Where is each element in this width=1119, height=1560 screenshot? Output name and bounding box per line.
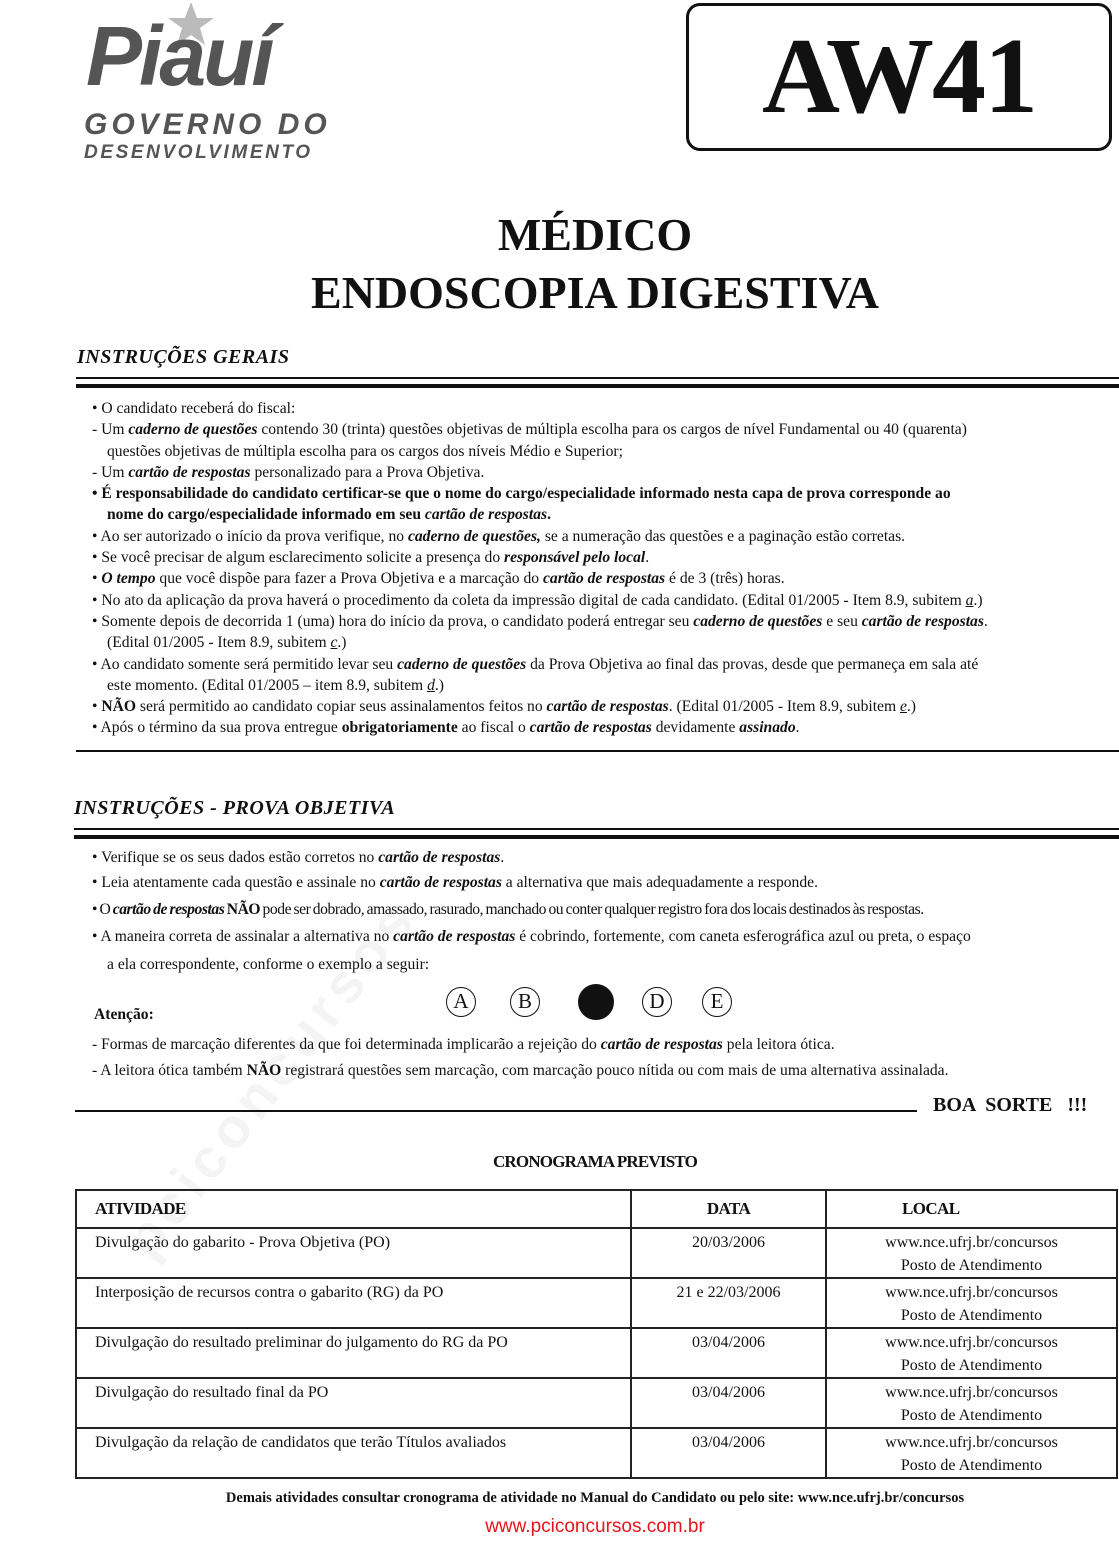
cell-activity <box>76 1328 631 1378</box>
cell-date <box>631 1278 826 1328</box>
local-office: Posto de Atendimento <box>900 1307 1043 1324</box>
general-instructions-heading: INSTRUÇÕES GERAIS <box>77 346 290 368</box>
instruction-line <box>92 717 1107 738</box>
text-run: cartão de respostas <box>378 849 501 866</box>
text-run: caderno de questões <box>693 612 823 630</box>
text-run: contendo 30 (trinta) questões objetivas de múltipla escolha para os cargos de nível Fundamental ou 40 (quarenta) <box>257 421 967 439</box>
text-run: • Ao candidato somente será permitido levar seu <box>92 655 398 673</box>
text-run: - A leitora ótica também <box>92 1062 247 1079</box>
instruction-line <box>92 568 1107 589</box>
text-run: - Um <box>92 463 129 481</box>
text-run: se a numeração das questões e a paginação estão corretas. <box>540 527 906 545</box>
text-run: NÃO <box>101 698 137 716</box>
local-office: Posto de Atendimento <box>900 1407 1043 1424</box>
text-run: .) <box>337 634 347 652</box>
text-run: este momento. (Edital 01/2005 – item 8.9, subitem <box>107 676 428 694</box>
text-run: obrigatoriamente <box>341 719 458 737</box>
text-run: é cobrindo, fortemente, com caneta esferográfica azul ou preta, o espaço <box>515 928 971 945</box>
table-row <box>76 1228 1117 1278</box>
instruction-line <box>92 419 1107 440</box>
text-run: será permitido ao candidato copiar seus assinalamentos feitos no <box>136 698 547 716</box>
text-run: devidamente <box>651 719 740 737</box>
divider <box>76 377 1119 379</box>
table-row <box>76 1428 1117 1478</box>
text-run: • <box>92 698 102 716</box>
text-run: pode ser dobrado, amassado, rasurado, manchado ou conter qualquer registro fora dos locais destinados às respostas. <box>260 901 924 918</box>
logo-line-1: GOVERNO DO <box>84 108 331 141</box>
text-run: - Formas de marcação diferentes da que foi determinada implicarão a rejeição do <box>92 1036 601 1053</box>
text-run: cartão de respostas <box>379 874 502 891</box>
instruction-line <box>92 675 1107 696</box>
bubble-option-d: D <box>642 987 672 1017</box>
text-run: assinado <box>739 719 796 737</box>
cell-local <box>826 1228 1117 1278</box>
text-run: cartão de respostas <box>529 719 652 737</box>
text-run: que você dispõe para fazer a Prova Objetiva e a marcação do <box>155 570 543 588</box>
date-text: 03/04/2006 <box>692 1384 765 1401</box>
text-run: . <box>983 612 988 630</box>
text-run: responsável pelo local <box>504 549 646 567</box>
text-run: caderno de questões <box>397 655 527 673</box>
text-run: NÃO <box>226 901 261 918</box>
cell-local <box>826 1328 1117 1378</box>
local-site: www.nce.ufrj.br/concursos <box>885 1284 1058 1301</box>
text-run: NÃO <box>246 1062 282 1079</box>
local-office: Posto de Atendimento <box>900 1357 1043 1374</box>
text-run: • A maneira correta de assinalar a alternativa no <box>92 928 394 945</box>
text-run: e <box>899 698 907 716</box>
cell-date <box>631 1428 826 1478</box>
instruction-line <box>92 950 1107 979</box>
text-run: • <box>92 570 102 588</box>
cell-activity <box>76 1278 631 1328</box>
text-run: • Após o término da sua prova entregue <box>92 719 342 737</box>
title-role: MÉDICO <box>497 209 693 260</box>
table-row <box>76 1328 1117 1378</box>
text-run: O tempo <box>101 570 156 588</box>
cell-local <box>826 1428 1117 1478</box>
text-run: cartão de respostas <box>546 698 669 716</box>
activity-text: Interposição de recursos contra o gabarito (RG) da PO <box>95 1284 444 1301</box>
local-office: Posto de Atendimento <box>900 1457 1043 1474</box>
text-run: . <box>795 719 800 737</box>
activity-text: Divulgação da relação de candidatos que terão Títulos avaliados <box>95 1434 507 1451</box>
text-run: .) <box>434 676 444 694</box>
local-site: www.nce.ufrj.br/concursos <box>885 1234 1058 1251</box>
objective-instructions-list <box>92 846 1107 979</box>
date-text: 03/04/2006 <box>692 1334 765 1351</box>
footer-site-link[interactable]: www.pciconcursos.com.br <box>485 1516 705 1537</box>
text-run: • O candidato receberá do fiscal: <box>92 400 296 417</box>
text-run: d <box>427 676 435 694</box>
column-header-date: DATA <box>631 1190 826 1228</box>
text-run: cartão de respostas <box>128 463 251 481</box>
instruction-line <box>92 1032 1107 1058</box>
footer-note: Demais atividades consultar cronograma de atividade no Manual do Candidato ou pelo site: www.nce.ufrj.br/concursos <box>225 1490 965 1506</box>
cell-activity <box>76 1228 631 1278</box>
cell-date <box>631 1228 826 1278</box>
instruction-line <box>92 483 1107 504</box>
instruction-line <box>92 896 1107 923</box>
instruction-line <box>92 462 1107 483</box>
text-run: nome do cargo/especialidade informado em seu <box>107 506 425 524</box>
text-run: cartão de respostas <box>393 928 516 945</box>
text-run: cartão de respostas <box>600 1036 723 1053</box>
instruction-line <box>92 441 1107 462</box>
date-text: 21 e 22/03/2006 <box>676 1284 781 1301</box>
piaui-government-logo <box>78 0 353 170</box>
bubble-option-c <box>578 984 614 1020</box>
divider <box>74 835 1119 839</box>
text-run: da Prova Objetiva ao final das provas, desde que permaneça em sala até <box>526 655 979 673</box>
bubble-option-e: E <box>702 987 732 1017</box>
divider <box>76 750 1119 752</box>
text-run: • É responsabilidade do candidato certificar-se que o nome do cargo/especialidade informado nesta capa de prova corresponde ao <box>92 485 951 503</box>
text-run: cartão de respostas <box>861 612 984 630</box>
divider <box>76 384 1119 388</box>
instruction-line <box>92 504 1107 525</box>
instruction-line <box>92 526 1107 547</box>
exam-code: AW41 <box>761 17 1037 136</box>
instruction-line <box>92 870 1107 896</box>
text-run: . (Edital 01/2005 - Item 8.9, subitem <box>668 698 900 716</box>
cell-local <box>826 1278 1117 1328</box>
instruction-line <box>92 611 1107 632</box>
instruction-line <box>92 696 1107 717</box>
local-site: www.nce.ufrj.br/concursos <box>885 1434 1058 1451</box>
activity-text: Divulgação do resultado preliminar do julgamento do RG da PO <box>95 1334 508 1351</box>
text-run: (Edital 01/2005 - Item 8.9, subitem <box>107 634 331 652</box>
instruction-line <box>92 923 1107 950</box>
column-header-activity: ATIVIDADE <box>76 1190 631 1228</box>
local-site: www.nce.ufrj.br/concursos <box>885 1334 1058 1351</box>
text-run: • Verifique se os seus dados estão corretos no <box>92 849 379 866</box>
instruction-line <box>92 398 1107 419</box>
local-office: Posto de Atendimento <box>900 1257 1043 1274</box>
text-run: a alternativa que mais adequadamente a responde. <box>501 874 818 891</box>
text-run: . <box>547 506 551 524</box>
text-run: é de 3 (três) horas. <box>665 570 785 588</box>
cell-activity <box>76 1428 631 1478</box>
instruction-line <box>92 590 1107 611</box>
text-run: personalizado para a Prova Objetiva. <box>250 463 485 481</box>
text-run: • No ato da aplicação da prova haverá o procedimento da coleta da impressão digital de cada candidato. (Edital 01/2005 - Item 8.9, subitem <box>92 591 966 609</box>
cell-date <box>631 1328 826 1378</box>
date-text: 20/03/2006 <box>692 1234 765 1251</box>
table-row <box>76 1278 1117 1328</box>
table-header-row <box>76 1190 1117 1228</box>
schedule-table <box>75 1189 1118 1479</box>
general-instructions-list <box>92 398 1107 739</box>
exam-code-box <box>686 3 1112 151</box>
logo-wordmark: Piauí <box>86 9 272 103</box>
text-run: . <box>500 849 505 866</box>
text-run: .) <box>906 698 916 716</box>
cell-activity <box>76 1378 631 1428</box>
text-run: • Somente depois de decorrida 1 (uma) hora do início da prova, o candidato poderá entregar seu <box>92 612 694 630</box>
answer-bubble-example <box>446 987 746 1023</box>
bubble-option-b: B <box>510 987 540 1017</box>
cell-date <box>631 1378 826 1428</box>
text-run: cartão de respostas <box>424 506 548 524</box>
objective-instructions-heading: INSTRUÇÕES - PROVA OBJETIVA <box>74 797 396 819</box>
bubble-option-a: A <box>446 987 476 1017</box>
text-run: .) <box>973 591 983 609</box>
text-run: a <box>965 591 974 609</box>
text-run: questões objetivas de múltipla escolha para os cargos dos níveis Médio e Superior; <box>107 442 623 460</box>
text-run: caderno de questões, <box>407 527 541 545</box>
text-run: pela leitora ótica. <box>722 1036 835 1053</box>
local-site: www.nce.ufrj.br/concursos <box>885 1384 1058 1401</box>
instruction-line <box>92 547 1107 568</box>
text-run: • O <box>92 901 113 918</box>
text-run: cartão de respostas <box>542 570 666 588</box>
instruction-line <box>92 846 1107 870</box>
text-run: c <box>330 634 338 652</box>
good-luck-text: BOA SORTE !!! <box>933 1094 1088 1116</box>
text-run: • Leia atentamente cada questão e assinale no <box>92 874 380 891</box>
text-run: caderno de questões <box>128 421 258 439</box>
attention-label: Atenção: <box>94 1006 154 1023</box>
column-header-local: LOCAL <box>826 1190 1117 1228</box>
text-run: cartão de respostas <box>112 901 225 918</box>
date-text: 03/04/2006 <box>692 1434 765 1451</box>
activity-text: Divulgação do resultado final da PO <box>95 1384 329 1401</box>
instruction-line <box>92 632 1107 653</box>
title-specialty: ENDOSCOPIA DIGESTIVA <box>311 267 879 318</box>
table-row <box>76 1378 1117 1428</box>
divider <box>74 828 1119 830</box>
text-run: a ela correspondente, conforme o exemplo a seguir: <box>107 956 430 973</box>
instruction-line <box>92 654 1107 675</box>
text-run: ao fiscal o <box>457 719 530 737</box>
activity-text: Divulgação do gabarito - Prova Objetiva (PO) <box>95 1234 391 1251</box>
text-run: e seu <box>822 612 862 630</box>
logo-line-2: DESENVOLVIMENTO <box>84 142 313 163</box>
text-run: . <box>645 549 650 567</box>
cell-local <box>826 1378 1117 1428</box>
text-run: • Ao ser autorizado o início da prova verifique, no <box>92 527 408 545</box>
text-run: - Um <box>92 421 129 439</box>
text-run: registrará questões sem marcação, com marcação pouco nítida ou com mais de uma alternativa assinalada. <box>281 1062 949 1079</box>
text-run: • Se você precisar de algum esclarecimento solicite a presença do <box>92 549 505 567</box>
schedule-title: CRONOGRAMA PREVISTO <box>492 1152 698 1171</box>
